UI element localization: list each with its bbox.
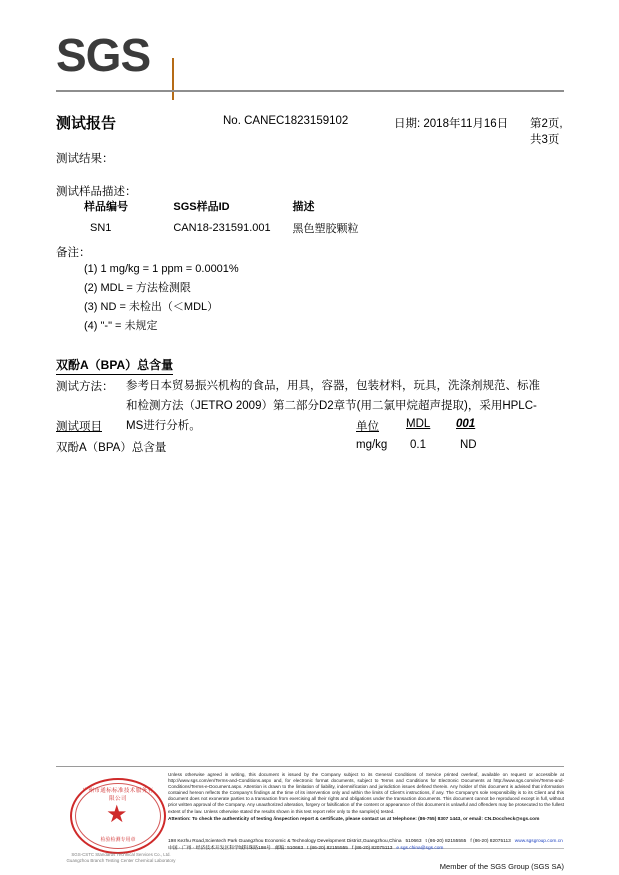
results-table [56,418,564,457]
report-number: No. CANEC1823159102 [223,115,349,127]
method-text: 参考日本贸易振兴机构的食品，用具，容器，包装材料，玩具，洗涤剂规范、标准和检测方法（JETRO 2009）第二部分D2章节(用二氯甲烷超声提取)，采用HPLC-MS进行分析。 [126,380,540,432]
table-row [84,220,484,236]
col-mdl: MDL [406,418,431,430]
col-sample-001: 001 [456,418,476,430]
seal-caption [62,852,180,864]
postcode-en: 510663 [405,839,422,844]
logo-accent-bar [172,58,174,100]
cell-sample-no: SN1 [90,222,112,234]
cell-mdl: 0.1 [410,439,426,451]
address-cn: 中国 · 广州 · 经济技术开发区科学城科珠路198号 [168,846,271,851]
table-row [56,439,564,457]
seal-arc-bottom-text: 检验检测专用章 [100,837,136,843]
method-label: 测试方法： [56,381,114,393]
member-of-group-line: Member of the SGS Group (SGS SA) [439,862,564,871]
col-test-item: 测试项目 [56,421,102,433]
list-item: (2) MDL = 方法检测限 [84,282,191,294]
report-date: 日期: 2018年11月16日 [394,118,509,130]
col-unit: 单位 [356,421,379,433]
cell-description: 黑色塑胶颗粒 [292,223,359,235]
fax-cn: f (86-20) 82075113 [351,846,393,851]
list-item: (3) ND = 未检出（＜MDL） [84,301,219,313]
seal-caption-line-2: Guangzhou Branch Testing Center Chemical Laboratory [66,858,176,863]
legal-disclaimer [168,772,564,823]
test-results-label: 测试结果： [56,153,114,165]
seal-caption-line-1: SGS-CSTC Standards Technical Services Co., Ltd. [71,852,171,857]
sgs-logo-area [56,30,176,88]
address-line-en [168,838,564,845]
tel-en: t (86-20) 82155555 [425,839,467,844]
results-header-row [56,418,564,436]
seal-arc-top-text: 广州市通标标准技术服务有限公司 [82,788,154,802]
postcode-cn: 邮编: 510663 [274,846,304,851]
legal-check-line: Attention: To check the authenticity of testing /inspection report & certificate, please contact us at telephone: (86-755) 8307 1443, or email: CN.Doccheck@sgs.com [168,816,540,822]
notes-list [84,260,239,336]
sample-table [84,198,484,236]
page-title: 测试报告 [56,115,117,132]
cell-test-item: 双酚A（BPA）总含量 [56,442,167,454]
header-divider [56,90,564,92]
email[interactable]: e sgs.china@sgs.com [396,846,444,851]
title-row [56,112,564,146]
company-address [168,838,564,852]
list-item: (1) 1 mg/kg = 1 ppm = 0.0001% [84,263,239,275]
table-header-row [84,198,484,220]
cell-result-001: ND [460,439,477,451]
fax-en: f (86-20) 82075113 [470,839,511,844]
tel-cn: t (86-20) 82155555 [307,846,348,851]
col-description: 描述 [292,201,315,213]
star-icon: ★ [106,801,128,828]
sgs-logo-text: SGS [56,29,151,81]
company-seal [62,776,176,863]
page-number: 第2页,共3页 [530,118,563,146]
footer-divider [56,766,564,767]
col-sgs-id: SGS样品ID [173,201,230,213]
list-item: (4) "-" = 未规定 [84,320,158,332]
address-en: 198 Kezhu Road,Scientech Park Guangzhou Economic & Technology Development District,Guangzhou,China [168,839,402,844]
notes-label: 备注： [56,247,91,259]
bpa-section-heading: 双酚A（BPA）总含量 [56,356,173,375]
address-line-cn [168,845,564,852]
col-sample-no: 样品编号 [84,201,128,213]
cell-sgs-id: CAN18-231591.001 [173,222,271,234]
cell-unit: mg/kg [356,439,388,451]
sample-description-label: 测试样品描述： [56,186,137,198]
website[interactable]: www.sgsgroup.com.cn [514,839,563,844]
legal-paragraph: Unless otherwise agreed in writing, this document is issued by the Company subject to its General Conditions of Service printed overleaf, available on request or accessible at http://www.sgs.com/en/Terms-and-Conditions.aspx and, for electronic format documents, subject to Terms and Conditions for Electronic Documents at http://www.sgs.com/en/Terms-and-Conditions/Terms-e-Document.aspx. Attention is drawn to the limitation of liability, indemnification and jurisdiction issues defined therein. Any holder of this document is advised that information contained hereon reflects the Company's findings at the time of its intervention only and within the limits of Client's instructions, if any. The Company's sole responsibility is to its Client and this document does not exonerate parties to a transaction from exercising all their rights and obligations under the transaction documents. This document cannot be reproduced except in full, without prior written approval of the Company. Any unauthorized alteration, forgery or falsification of the content or appearance of this document is unlawful and offenders may be prosecuted to the fullest extent of the law. Unless otherwise stated the results shown in this test report refer only to the sample(s) tested. [168,772,564,814]
